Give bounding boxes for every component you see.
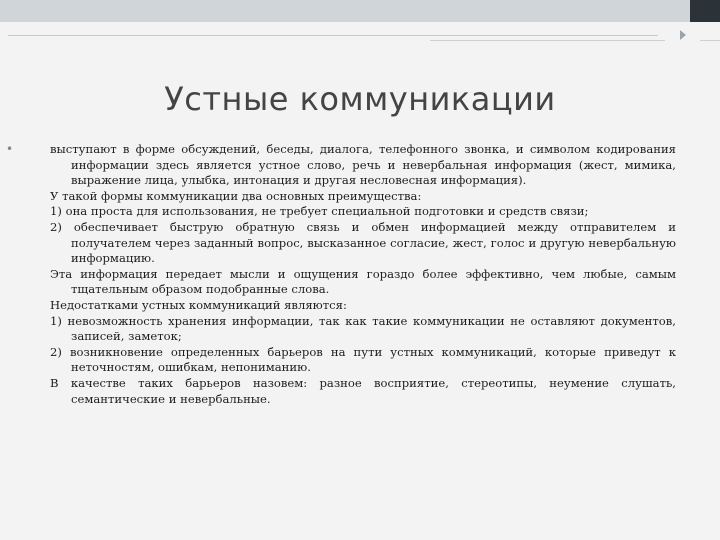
paragraph-barriers: В качестве таких барьеров назовем: разное восприятие, стереотипы, неумение слушать, семантические и невербальные. [50, 375, 676, 406]
top-bar-dark-segment [690, 0, 720, 22]
paragraph-disadvantages-intro: Недостатками устных коммуникаций являются: [50, 297, 347, 312]
header-divider-line-secondary [430, 40, 665, 41]
header-divider-line [8, 35, 658, 36]
triangle-marker-icon [680, 30, 686, 40]
slide-body [6, 142, 676, 407]
bullet-dot-icon: • [6, 142, 14, 156]
paragraph-advantage-2: 2) обеспечивает быструю обратную связь и обмен информацией между отправителем и получателем через заданный вопрос, высказанное согласие, жест, голос и другую невербальную информацию. [50, 219, 676, 266]
bullet-paragraph [6, 142, 676, 189]
paragraph-info-effect: Эта информация передает мысли и ощущения гораздо более эффективно, чем любые, самым тщательным образом подобранные слова. [50, 266, 676, 297]
paragraph-disadvantage-1: 1) невозможность хранения информации, так как такие коммуникации не оставляют документов, записей, заметок; [50, 313, 676, 344]
paragraph-advantage-1: 1) она проста для использования, не требует специальной подготовки и средств связи; [50, 204, 589, 219]
header-divider-line-tertiary [700, 40, 720, 41]
slide-title: Устные коммуникации [164, 80, 556, 118]
paragraph-disadvantage-2: 2) возникновение определенных барьеров на пути устных коммуникаций, которые приведут к неточностям, ошибкам, непониманию. [50, 344, 676, 375]
paragraph-advantages-intro: У такой формы коммуникации два основных преимущества: [50, 188, 422, 203]
top-bar-light-segment [0, 0, 690, 22]
bullet-text: выступают в форме обсуждений, беседы, диалога, телефонного звонка, и символом кодирования информации здесь является устное слово, речь и невербальная информация (жест, мимика, выражение лица, улыбка, интонация и другая несловесная информация). [50, 142, 676, 188]
